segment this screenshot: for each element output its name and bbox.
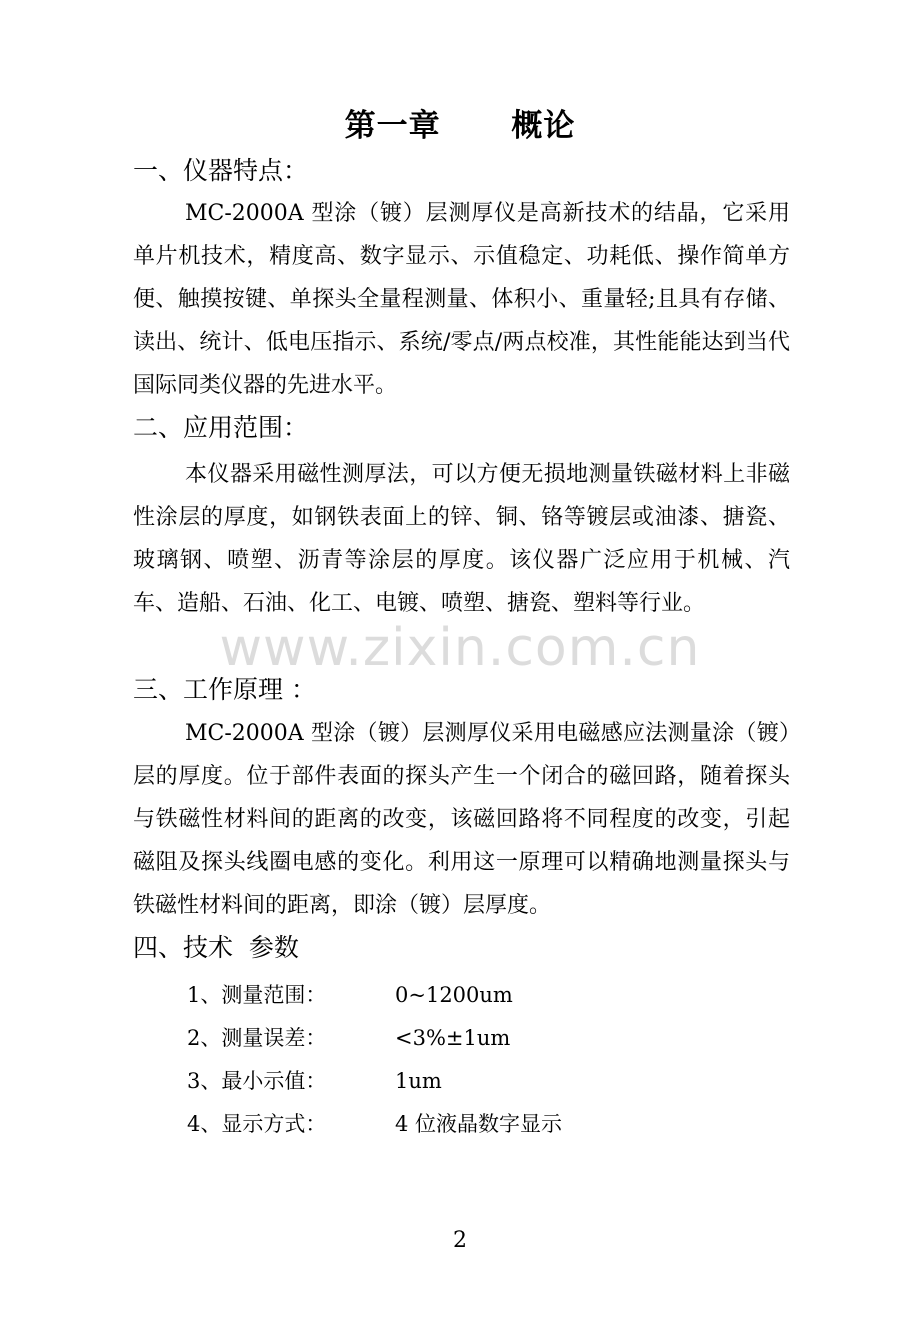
param-value: <3%±1um: [395, 1026, 511, 1050]
param-row-min-value: [187, 1065, 687, 1097]
param-row-error: [187, 1022, 687, 1054]
param-row-display: [187, 1108, 687, 1140]
page-number: 2: [453, 1228, 467, 1253]
section-paragraph-application: 本仪器采用磁性测厚法，可以方便无损地测量铁磁材料上非磁性涂层的厚度，如钢铁表面上的锌、铜、铬等镀层或油漆、搪瓷、玻璃钢、喷塑、沥青等涂层的厚度。该仪器广泛应用于机械、汽车、造船、石油、化工、电镀、喷塑、搪瓷、塑料等行业。: [133, 462, 790, 616]
section-heading-specs: 四、技术 参数: [133, 933, 299, 962]
watermark: www.zixin.com.cn: [219, 618, 701, 678]
param-value: 0~1200um: [395, 983, 513, 1007]
param-label: 1、测量范围：: [187, 983, 327, 1007]
section-heading-principle: 三、工作原理 ：: [133, 675, 316, 704]
section-paragraph-features: MC-2000A 型涂（镀）层测厚仪是高新技术的结晶，它采用单片机技术，精度高、数字显示、示值稳定、功耗低、操作简单方便、触摸按键、单探头全量程测量、体积小、重量轻;且具有存储、读出、统计、低电压指示、系统/零点/两点校准，其性能能达到当代国际同类仪器的先进水平。: [133, 201, 790, 398]
param-value: 4 位液晶数字显示: [395, 1112, 563, 1136]
param-row-range: [187, 979, 687, 1011]
chapter-title: 第一章 概论: [344, 108, 576, 144]
param-value: 1um: [395, 1069, 442, 1093]
param-label: 4、显示方式：: [187, 1112, 327, 1136]
section-heading-application: 二、应用范围：: [133, 413, 309, 442]
param-label: 3、最小示值：: [187, 1069, 327, 1093]
section-heading-features: 一、仪器特点：: [133, 156, 309, 185]
section-paragraph-principle: MC-2000A 型涂（镀）层测厚仪采用电磁感应法测量涂（镀）层的厚度。位于部件表面的探头产生一个闭合的磁回路，随着探头与铁磁性材料间的距离的改变，该磁回路将不同程度的改变，引起磁阻及探头线圈电感的变化。利用这一原理可以精确地测量探头与铁磁性材料间的距离，即涂（镀）层厚度。: [133, 721, 790, 918]
param-label: 2、测量误差：: [187, 1026, 327, 1050]
